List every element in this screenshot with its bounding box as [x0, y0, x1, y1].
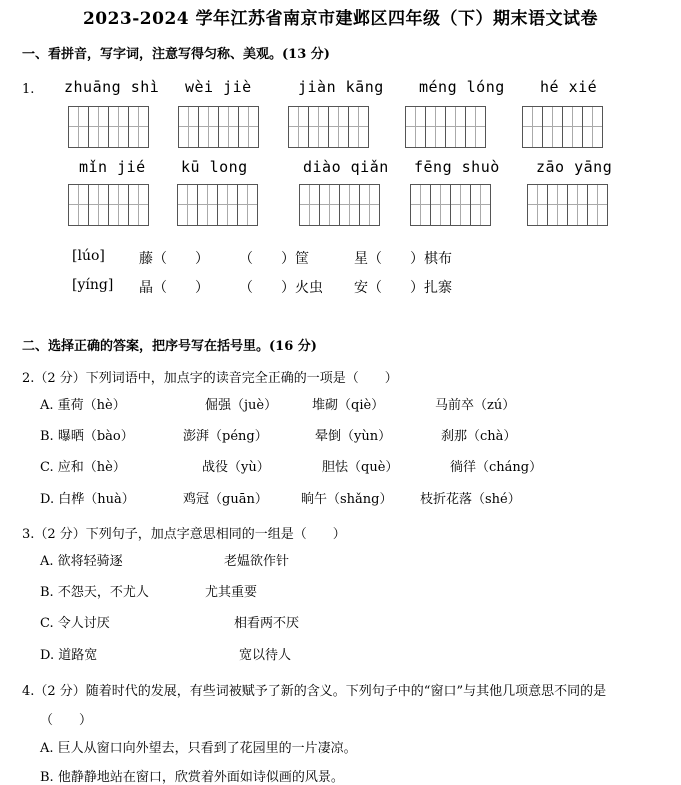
q2-option-a1: A. 重荷（hè）	[40, 398, 126, 413]
writing-grid[interactable]	[68, 106, 148, 148]
poly-word: 藤（ ）	[139, 251, 209, 267]
section-2-heading: 二、选择正确的答案，把序号写在括号里。(16 分)	[22, 339, 317, 354]
question-4-stem: 4.（2 分）随着时代的发展，有些词被赋予了新的含义。下列句子中的“窗口”与其他几项意思不同的是	[22, 684, 607, 699]
q4-option-a: A. 巨人从窗口向外望去，只看到了花园里的一片凄凉。	[40, 741, 357, 756]
pinyin-1: zhuāng shì	[64, 78, 160, 96]
writing-grid[interactable]	[527, 184, 607, 226]
q3-option-d1: D. 道路宽	[40, 648, 98, 663]
pinyin-3: jiàn kāng	[298, 78, 384, 96]
poly-pinyin: [lúo]	[72, 248, 105, 264]
pinyin-4: méng lóng	[419, 78, 505, 96]
pinyin-5: hé xié	[540, 78, 598, 96]
q2-option-b1: B. 曝晒（bào）	[40, 429, 134, 444]
q4-option-b: B. 他静静地站在窗口，欣赏着外面如诗似画的风景。	[40, 770, 344, 785]
writing-grid[interactable]	[410, 184, 490, 226]
q2-option-d2: 鸡冠（guān）	[183, 492, 268, 507]
poly-word: 晶（ ）	[139, 280, 209, 296]
q3-option-b1: B. 不怨天，不尤人	[40, 585, 149, 600]
section-1-heading: 一、看拼音，写字词，注意写得匀称、美观。(13 分)	[22, 47, 330, 62]
writing-grid[interactable]	[299, 184, 379, 226]
writing-grid[interactable]	[68, 184, 148, 226]
q2-option-c4: 徜徉（cháng）	[450, 460, 543, 475]
q2-option-c1: C. 应和（hè）	[40, 460, 126, 475]
pinyin-7: kū long	[181, 158, 248, 176]
writing-grid[interactable]	[178, 106, 258, 148]
pinyin-6: mǐn jié	[79, 158, 146, 176]
q3-option-c2: 相看两不厌	[234, 616, 300, 631]
poly-pinyin: [yíng]	[72, 277, 114, 293]
poly-word: （ ）筐	[239, 251, 309, 267]
q2-option-d1: D. 白桦（huà）	[40, 492, 135, 507]
q2-option-a4: 马前卒（zú）	[435, 398, 516, 413]
exam-title: 2023-2024 学年江苏省南京市建邺区四年级（下）期末语文试卷	[82, 9, 599, 29]
q3-option-a2: 老媪欲作针	[224, 554, 290, 569]
q2-option-d4: 枝折花落（shé）	[420, 492, 521, 507]
q2-option-a3: 堆砌（qiè）	[312, 398, 385, 413]
poly-word: 安（ ）扎寨	[354, 280, 452, 296]
q2-option-b3: 晕倒（yùn）	[315, 429, 392, 444]
writing-grid[interactable]	[177, 184, 257, 226]
q3-option-b2: 尤其重要	[205, 585, 258, 600]
q2-option-a2: 倔强（juè）	[205, 398, 278, 413]
poly-word: （ ）火虫	[239, 280, 323, 296]
question-3-stem: 3.（2 分）下列句子，加点字意思相同的一组是（ ）	[22, 527, 346, 542]
writing-grid[interactable]	[522, 106, 602, 148]
q2-option-c3: 胆怯（què）	[322, 460, 399, 475]
pinyin-8: diào qiǎn	[303, 158, 389, 176]
writing-grid[interactable]	[288, 106, 368, 148]
question-4-answer-paren: （ ）	[40, 713, 93, 728]
q2-option-c2: 战役（yù）	[202, 460, 270, 475]
pinyin-9: fēng shuò	[414, 158, 500, 176]
poly-word: 星（ ）棋布	[354, 251, 452, 267]
q2-option-b2: 澎湃（péng）	[183, 429, 268, 444]
question-2-stem: 2.（2 分）下列词语中，加点字的读音完全正确的一项是（ ）	[22, 371, 398, 386]
writing-grid[interactable]	[405, 106, 485, 148]
q3-option-a1: A. 欲将轻骑逐	[40, 554, 123, 569]
q3-option-c1: C. 令人讨厌	[40, 616, 110, 631]
pinyin-10: zāo yāng	[536, 158, 613, 176]
q2-option-d3: 晌午（shǎng）	[301, 492, 393, 507]
question-1-number: 1.	[22, 82, 35, 97]
pinyin-2: wèi jiè	[185, 78, 252, 96]
q3-option-d2: 宽以待人	[239, 648, 292, 663]
q2-option-b4: 刹那（chà）	[441, 429, 517, 444]
